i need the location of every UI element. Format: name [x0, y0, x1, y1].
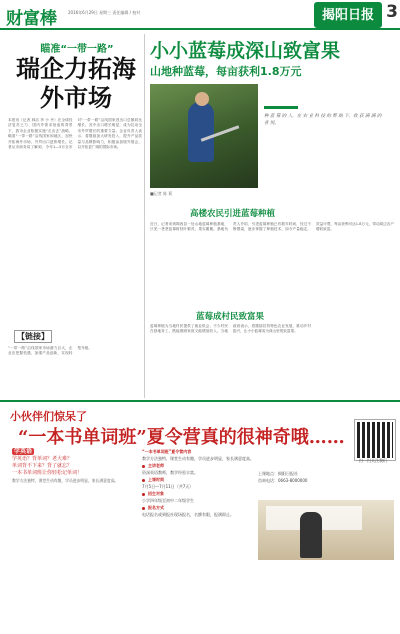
left-kicker: 瞄准“一带一路” [40, 44, 114, 55]
classroom-photo [258, 500, 394, 560]
ad-intro-body: 教学方法独特，课堂生动有趣，学员进步明显，家长满意度高。 [142, 456, 254, 461]
ad-title: “一本书单词班”夏令营真的很神奇哦…… [18, 427, 345, 448]
ad-target-title: 招生对象 [148, 491, 164, 496]
ad-question-block [12, 448, 137, 477]
photo-figure [188, 102, 214, 162]
photo-teacher [300, 512, 322, 558]
section-separator [0, 400, 400, 402]
caption-mark [264, 106, 298, 109]
ad-contact-line: 上课地点：揭阳日报社 [258, 471, 298, 476]
section1-title: 高楼农民引进蓝莓种植 [190, 209, 276, 219]
section-title: 财富棒 [6, 9, 57, 29]
section1-body: 近日，记者来到揭西县一处山地蓝莓种植基地，只见一垄垄蓝莓树枝叶繁茂，果实累累。基地负责人介绍，引进蓝莓种植已有数年时间，经过不断摸索，逐步掌握了种植技术，如今产量稳定，效益可观，每亩获利可达1.8万元，带动周边农户增收致富。 [150, 222, 394, 232]
ad-contact-block [258, 470, 394, 484]
ad-fee-title: 报名方式 [148, 505, 164, 510]
right-headline: 小小蓝莓成深山致富果 [150, 40, 341, 62]
ad-contact-line: 咨询电话：0663-8000000 [258, 478, 308, 483]
ad-fee-body: 电话报名或到报社现场报名，名额有限，报满即止。 [142, 512, 234, 517]
ad-middle-column [142, 448, 254, 518]
photo-credit: ■记者 陈 莉 [150, 191, 173, 196]
page-number: 3 [386, 2, 398, 22]
ad-question-line: 学英语？背单词？老大难？ [12, 456, 73, 462]
qr-code-icon[interactable] [355, 420, 395, 460]
issue-meta: 2016年6月29日 星期三 责任编辑 / 校对 [68, 10, 141, 15]
ad-question-line: 一本书单词班让你轻松记单词！ [12, 470, 83, 476]
ad-tagline: 小伙伴们惊呆了 [10, 410, 87, 423]
farmer-photo [150, 84, 258, 188]
ad-teacher-title: 主讲老师 [148, 463, 164, 468]
ad-question-line: 单词背不下来？背了就忘？ [12, 463, 73, 469]
ad-target-body: 小学四年级至初中二年级学生 [142, 498, 194, 503]
section2-title: 蓝莓成村民致富果 [196, 312, 265, 322]
photo-caption [264, 106, 384, 127]
newspaper-brand: 揭阳日报 [314, 2, 382, 28]
ad-teacher-body: 资深英语教师，教学经验丰富。 [142, 470, 198, 475]
left-headline: 瑞企力拓海外市场 [16, 54, 136, 112]
ad-intro-title: “一本书单词班”夏令营内容 [142, 449, 192, 454]
left-body: 本报讯（记者 林洁 李 小 丹）在全球经济复苏乏力、国内外需求低迷的背景下，我市企业积极实施“走出去”战略，瞄准“一带一路”沿线国家和地区，加快开拓海外市场，外贸出口逆势增长。记者从市商务局了解到，今年1—5月全市对“一带一路”沿线国家进出口总额同比增长，其中出口增长明显，成为拉动全市外贸增长的重要力量。企业负责人表示，将继续加大研发投入，提升产品质量与品牌影响力，积极参加境外展会，以开拓更广阔的国际市场。 [8, 118, 142, 150]
caption-text: 种 蓝 莓 的 人，在 农 业 科 技 的 帮 助 下，收 获 满 满 的 喜 悦。 [264, 114, 382, 126]
link-box-title: 【链接】 [14, 330, 52, 343]
link-body: “一带一路”沿线国家市场潜力巨大，企业应把握机遇，加强产品创新，实现转型升级。 [8, 346, 92, 356]
column-divider [144, 34, 145, 398]
qr-label: 扫一扫关注我们 [359, 458, 387, 463]
ad-time-body: 7月5日—7月11日（共7天） [142, 484, 194, 489]
photo-head [195, 92, 209, 106]
ad-left-body: 教学方法独特，课堂生动有趣，学员进步明显，家长满意度高。 [12, 478, 119, 483]
page-header [0, 0, 400, 30]
section2-body: 蓝莓种植为当地村民提供了就业机会，不少村民在基地务工，既能照顾家庭又能增加收入。当地政府表示，将继续扶持特色农业发展，推动乡村振兴，让小小蓝莓成为深山里的致富果。 [150, 324, 311, 334]
ad-question-label: 学英语 [14, 448, 33, 455]
ad-time-title: 上课时间 [148, 477, 164, 482]
right-subhead: 山地种蓝莓，每亩获利1.8万元 [150, 65, 302, 78]
